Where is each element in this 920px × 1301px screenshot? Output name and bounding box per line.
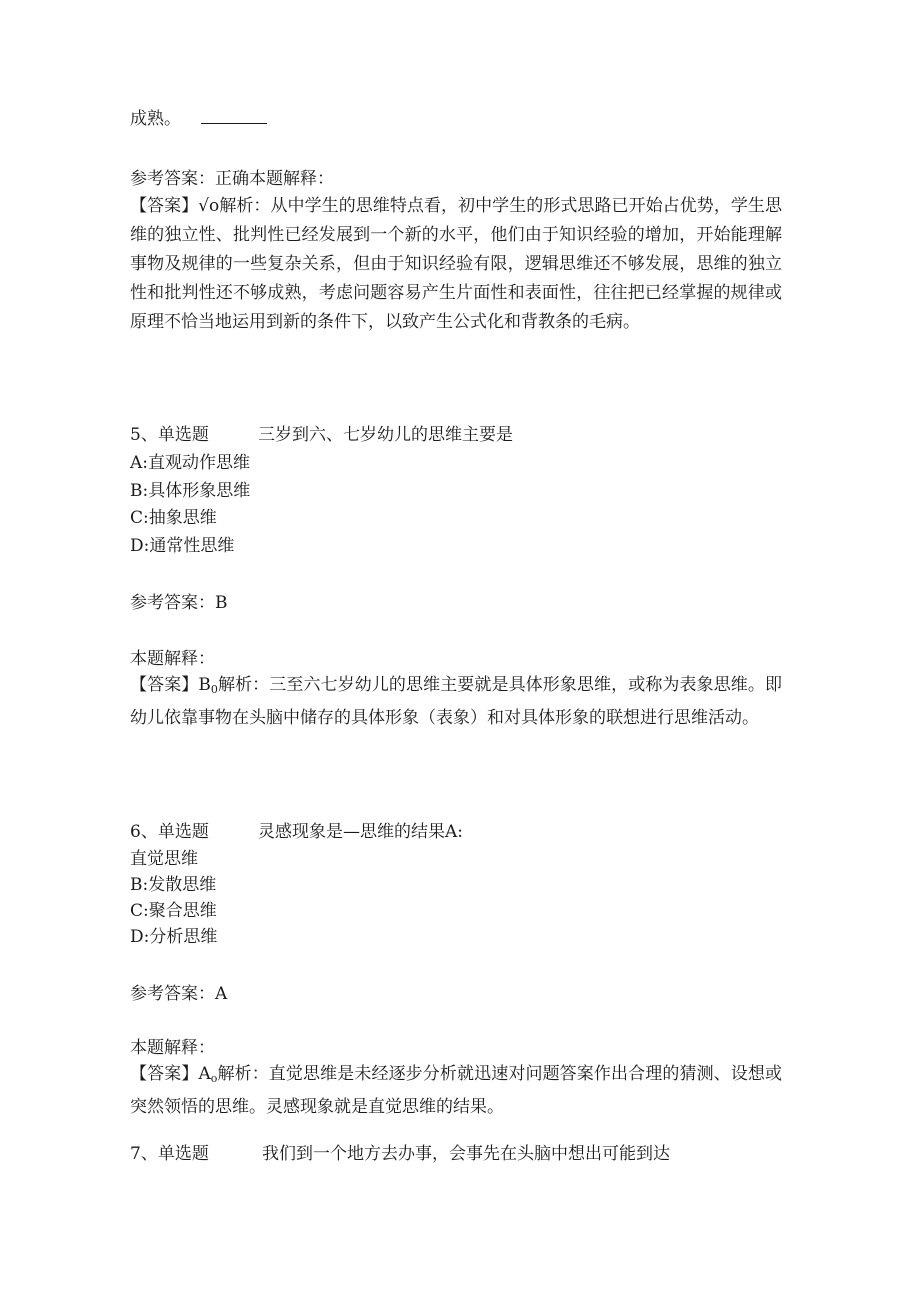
q6-reference-answer: 参考答案：A: [130, 984, 228, 1004]
q6-number: 6、单选题: [130, 822, 209, 842]
q6-option-a: 直觉思维: [130, 849, 198, 869]
q7-number: 7、单选题: [130, 1144, 209, 1164]
q5-option-b: B:具体形象思维: [130, 481, 251, 501]
q5-exp-prefix: 【答案】B: [130, 675, 211, 695]
q5-explanation-label: 本题解释：: [130, 649, 215, 669]
q5-exp-rest: 解析：三至六七岁幼儿的思维主要就是具体形象思维，或称为表象思维。即幼儿依靠事物在头脑中储存的具体形象（表象）和对具体形象的联想进行思维活动。: [130, 675, 782, 728]
q4-reference-answer: 参考答案：正确本题解释：: [130, 169, 334, 189]
q5-option-a: A:直观动作思维: [130, 453, 251, 473]
q4-tail-line: [130, 108, 267, 130]
q6-exp-rest: 解析：直觉思维是未经逐步分析就迅速对问题答案作出合理的猜测、设想或突然领悟的思维。灵感现象就是直觉思维的结果。: [130, 1064, 783, 1117]
q5-explanation: [130, 671, 782, 733]
q6-option-b: B:发散思维: [130, 875, 217, 895]
q6-question: [130, 821, 463, 843]
q6-stem: 灵感现象是—思维的结果A:: [258, 822, 464, 842]
q4-tail-text: 成熟。: [130, 109, 181, 129]
answer-blank: [201, 109, 267, 124]
q6-explanation-label: 本题解释：: [130, 1038, 215, 1058]
q6-option-d: D:分析思维: [130, 927, 218, 947]
q6-exp-sub: o: [210, 1072, 218, 1085]
q4-explanation: 【答案】√ο解析：从中学生的思维特点看，初中学生的形式思路已开始占优势，学生思维的独立性、批判性已经发展到一个新的水平，他们由于知识经验的增加，开始能理解事物及规律的一些复杂关系，但由于知识经验有限，逻辑思维还不够发展，思维的独立性和批判性还不够成熟，考虑问题容易产生片面性和表面性，往往把已经掌握的规律或原理不恰当地运用到新的条件下，以致产生公式化和背教条的毛病。: [130, 196, 782, 332]
q5-question: [130, 424, 513, 446]
q6-exp-prefix: 【答案】A: [130, 1064, 211, 1084]
q5-exp-sub: 0: [210, 683, 218, 696]
q7-stem: 我们到一个地方去办事，会事先在头脑中想出可能到达: [262, 1144, 670, 1164]
q6-explanation: [130, 1060, 782, 1122]
q5-reference-answer: 参考答案：B: [130, 593, 228, 613]
q6-option-c: C:聚合思维: [130, 901, 217, 921]
q7-question: [130, 1143, 670, 1165]
q5-option-d: D:通常性思维: [130, 536, 235, 556]
q5-option-c: C:抽象思维: [130, 508, 217, 528]
q5-stem: 三岁到六、七岁幼儿的思维主要是: [258, 425, 513, 445]
q5-number: 5、单选题: [130, 425, 209, 445]
